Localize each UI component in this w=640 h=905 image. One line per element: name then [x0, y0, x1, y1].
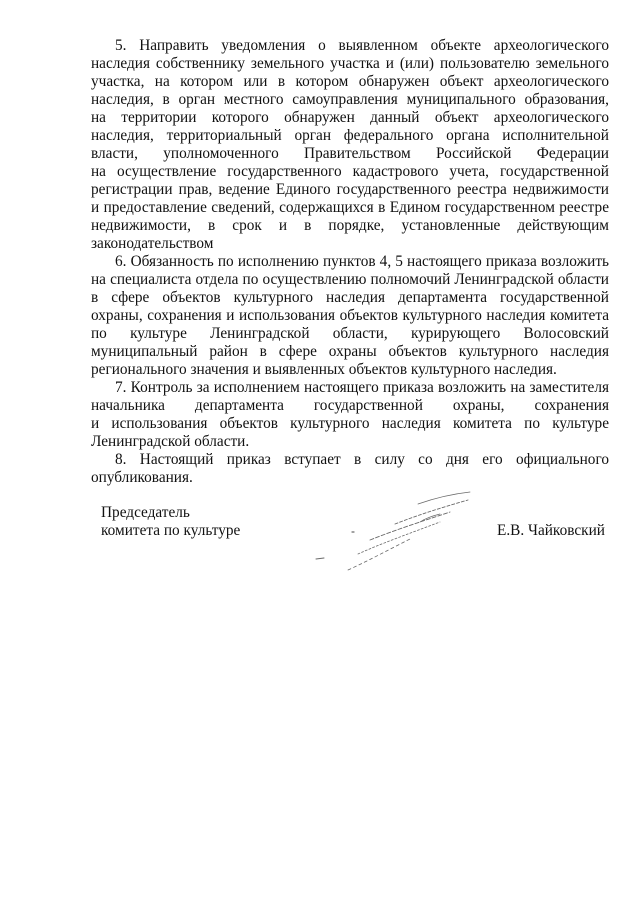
- signatory-department: комитета по культуре: [101, 522, 241, 539]
- text-line: начальника департамента государственной охраны, сохранения: [91, 397, 609, 414]
- signatory-title: Председатель: [101, 504, 190, 521]
- text-line: на специалиста отдела по осуществлению полномочий Ленинградской области: [91, 271, 609, 288]
- text-line: 7. Контроль за исполнением настоящего приказа возложить на заместителя: [115, 379, 609, 396]
- text-line: в сфере объектов культурного наследия департамента государственной: [91, 289, 609, 306]
- text-line: на территории которого обнаружен данный объект археологического: [91, 109, 609, 126]
- text-line: участка, на котором или в котором обнаружен объект археологического: [91, 73, 609, 90]
- text-line: недвижимости, в срок и в порядке, установленные действующим: [91, 217, 609, 234]
- text-line: наследия, территориальный орган федерального органа исполнительной: [91, 127, 609, 144]
- text-line: наследия, в орган местного самоуправления муниципального образования,: [91, 91, 609, 108]
- text-line: и использования объектов культурного наследия комитета по культуре: [91, 415, 609, 432]
- text-line: и предоставление сведений, содержащихся в Едином государственном реестре: [91, 199, 609, 216]
- text-line: муниципальный район в сфере охраны объектов культурного наследия: [91, 343, 609, 360]
- text-line: 8. Настоящий приказ вступает в силу со дня его официального: [115, 451, 609, 468]
- text-line: 5. Направить уведомления о выявленном объекте археологического: [115, 37, 609, 54]
- text-line: охраны, сохранения и использования объектов культурного наследия комитета: [91, 307, 609, 324]
- text-line: власти, уполномоченного Правительством Российской Федерации: [91, 145, 609, 162]
- text-line: наследия собственнику земельного участка и (или) пользователю земельного: [91, 55, 609, 72]
- signatory-name: Е.В. Чайковский: [497, 522, 605, 539]
- handwritten-signature: [300, 482, 500, 582]
- text-line: по культуре Ленинградской области, курирующего Волосовский: [91, 325, 609, 342]
- text-line: опубликования.: [91, 469, 193, 486]
- text-line: законодательством: [91, 235, 214, 252]
- text-line: на осуществление государственного кадастрового учета, государственной: [91, 163, 609, 180]
- text-line: Ленинградской области.: [91, 433, 250, 450]
- text-line: 6. Обязанность по исполнению пунктов 4, 5 настоящего приказа возложить: [115, 253, 609, 270]
- text-line: регионального значения и выявленных объектов культурного наследия.: [91, 361, 557, 378]
- text-line: регистрации прав, ведение Единого государственного реестра недвижимости: [91, 181, 609, 198]
